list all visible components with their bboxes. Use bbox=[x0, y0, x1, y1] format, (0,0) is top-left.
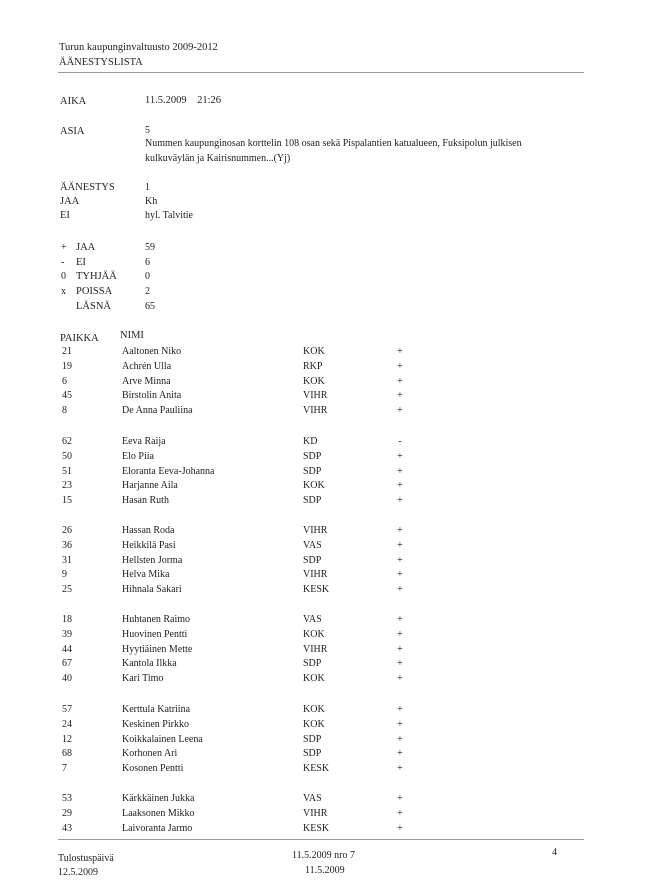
member-name: Laivoranta Jarmo bbox=[122, 823, 193, 834]
footer-center-line1: 11.5.2009 nro 7 bbox=[292, 850, 355, 861]
vote-mark: + bbox=[397, 823, 403, 834]
document-subtitle: ÄÄNESTYSLISTA bbox=[59, 57, 143, 68]
party: VIHR bbox=[303, 569, 328, 580]
total-label: EI bbox=[76, 257, 86, 268]
vote-mark: + bbox=[397, 808, 403, 819]
member-name: Achrén Ulla bbox=[122, 361, 172, 372]
total-label: POISSA bbox=[76, 286, 113, 297]
vote-mark: + bbox=[397, 614, 403, 625]
seat-number: 7 bbox=[62, 763, 67, 774]
column-header-paikka: PAIKKA bbox=[60, 333, 99, 344]
seat-number: 67 bbox=[62, 658, 72, 669]
total-value: 0 bbox=[145, 271, 150, 282]
total-value: 65 bbox=[145, 301, 155, 312]
party: KOK bbox=[303, 629, 325, 640]
party: SDP bbox=[303, 734, 322, 745]
member-name: Hyytiäinen Mette bbox=[122, 644, 193, 655]
member-name: Kari Timo bbox=[122, 673, 164, 684]
party: KOK bbox=[303, 376, 325, 387]
vote-mark: + bbox=[397, 734, 403, 745]
party: VAS bbox=[303, 614, 322, 625]
total-label: LÄSNÄ bbox=[76, 301, 112, 312]
member-name: Hasan Ruth bbox=[122, 495, 169, 506]
footer-center-line2: 11.5.2009 bbox=[305, 865, 345, 876]
vote-mark: - bbox=[398, 436, 402, 447]
vote-mark: + bbox=[397, 480, 403, 491]
party: VIHR bbox=[303, 405, 328, 416]
party: SDP bbox=[303, 451, 322, 462]
vote-mark: + bbox=[397, 555, 403, 566]
aika-label: AIKA bbox=[60, 96, 87, 107]
seat-number: 31 bbox=[62, 555, 72, 566]
member-name: Harjanne Aila bbox=[122, 480, 178, 491]
seat-number: 29 bbox=[62, 808, 72, 819]
party: KESK bbox=[303, 584, 330, 595]
vote-mark: + bbox=[397, 704, 403, 715]
seat-number: 8 bbox=[62, 405, 67, 416]
party: VAS bbox=[303, 793, 322, 804]
seat-number: 18 bbox=[62, 614, 72, 625]
seat-number: 40 bbox=[62, 673, 72, 684]
seat-number: 9 bbox=[62, 569, 67, 580]
seat-number: 21 bbox=[62, 346, 72, 357]
asia-text-line1: Nummen kaupunginosan korttelin 108 osan sekä Pispalantien katualueen, Fuksipolun julkisen bbox=[145, 138, 522, 149]
seat-number: 12 bbox=[62, 734, 72, 745]
vote-mark: + bbox=[397, 584, 403, 595]
vote-mark: + bbox=[397, 763, 403, 774]
seat-number: 53 bbox=[62, 793, 72, 804]
member-name: Huovinen Pentti bbox=[122, 629, 188, 640]
member-name: Arve Minna bbox=[122, 376, 171, 387]
party: KOK bbox=[303, 673, 325, 684]
member-name: Hihnala Sakari bbox=[122, 584, 182, 595]
vote-mark: + bbox=[397, 466, 403, 477]
aika-value: 11.5.2009 21:26 bbox=[145, 95, 222, 106]
member-name: Koikkalainen Leena bbox=[122, 734, 203, 745]
party: KESK bbox=[303, 823, 330, 834]
party: VIHR bbox=[303, 644, 328, 655]
aanestys-value: 1 bbox=[145, 182, 150, 193]
total-symbol: - bbox=[61, 257, 65, 268]
member-name: Huhtanen Raimo bbox=[122, 614, 191, 625]
party: KOK bbox=[303, 480, 325, 491]
member-name: Aaltonen Niko bbox=[122, 346, 182, 357]
member-name: Hassan Roda bbox=[122, 525, 175, 536]
vote-mark: + bbox=[397, 361, 403, 372]
vote-mark: + bbox=[397, 719, 403, 730]
member-name: Kärkkäinen Jukka bbox=[122, 793, 195, 804]
asia-label: ASIA bbox=[60, 126, 85, 137]
member-name: Kerttula Katriina bbox=[122, 704, 191, 715]
total-symbol: x bbox=[61, 286, 66, 297]
seat-number: 15 bbox=[62, 495, 72, 506]
vote-mark: + bbox=[397, 629, 403, 640]
seat-number: 39 bbox=[62, 629, 72, 640]
seat-number: 62 bbox=[62, 436, 72, 447]
member-name: Eeva Raija bbox=[122, 436, 166, 447]
seat-number: 25 bbox=[62, 584, 72, 595]
party: SDP bbox=[303, 466, 322, 477]
member-name: Kosonen Pentti bbox=[122, 763, 184, 774]
vote-mark: + bbox=[397, 495, 403, 506]
member-name: Helva Mika bbox=[122, 569, 170, 580]
vote-mark: + bbox=[397, 525, 403, 536]
document-title: Turun kaupunginvaltuusto 2009-2012 bbox=[59, 42, 218, 53]
total-value: 2 bbox=[145, 286, 150, 297]
vote-mark: + bbox=[397, 540, 403, 551]
total-symbol: 0 bbox=[61, 271, 66, 282]
asia-number: 5 bbox=[145, 125, 150, 136]
party: KOK bbox=[303, 346, 325, 357]
page-number: 4 bbox=[552, 847, 557, 858]
vote-mark: + bbox=[397, 658, 403, 669]
member-name: Korhonen Ari bbox=[122, 748, 178, 759]
member-name: Hellsten Jorma bbox=[122, 555, 183, 566]
ei-label: EI bbox=[60, 210, 70, 221]
vote-mark: + bbox=[397, 748, 403, 759]
party: SDP bbox=[303, 748, 322, 759]
party: SDP bbox=[303, 555, 322, 566]
seat-number: 26 bbox=[62, 525, 72, 536]
member-name: Birstolin Anita bbox=[122, 390, 182, 401]
asia-text-line2: kulkuväylän ja Kairisnummen...(Yj) bbox=[145, 153, 291, 164]
party: SDP bbox=[303, 495, 322, 506]
member-name: Eloranta Eeva-Johanna bbox=[122, 466, 215, 477]
party: KOK bbox=[303, 719, 325, 730]
seat-number: 43 bbox=[62, 823, 72, 834]
party: KOK bbox=[303, 704, 325, 715]
party: VIHR bbox=[303, 525, 328, 536]
footer-divider bbox=[58, 839, 584, 840]
party: RKP bbox=[303, 361, 323, 372]
party: VIHR bbox=[303, 808, 328, 819]
jaa-label: JAA bbox=[60, 196, 80, 207]
vote-mark: + bbox=[397, 405, 403, 416]
seat-number: 50 bbox=[62, 451, 72, 462]
member-name: Heikkilä Pasi bbox=[122, 540, 176, 551]
total-label: TYHJÄÄ bbox=[76, 271, 117, 282]
vote-mark: + bbox=[397, 390, 403, 401]
seat-number: 68 bbox=[62, 748, 72, 759]
vote-mark: + bbox=[397, 451, 403, 462]
party: VIHR bbox=[303, 390, 328, 401]
seat-number: 24 bbox=[62, 719, 72, 730]
total-symbol: + bbox=[61, 242, 67, 253]
print-date: 12.5.2009 bbox=[58, 867, 98, 878]
aanestys-label: ÄÄNESTYS bbox=[60, 182, 115, 193]
seat-number: 6 bbox=[62, 376, 67, 387]
seat-number: 44 bbox=[62, 644, 72, 655]
jaa-value: Kh bbox=[145, 196, 158, 207]
member-name: Elo Piia bbox=[122, 451, 154, 462]
party: KD bbox=[303, 436, 318, 447]
member-name: Kantola Ilkka bbox=[122, 658, 177, 669]
header-divider bbox=[58, 72, 584, 73]
party: KESK bbox=[303, 763, 330, 774]
seat-number: 23 bbox=[62, 480, 72, 491]
party: VAS bbox=[303, 540, 322, 551]
vote-mark: + bbox=[397, 346, 403, 357]
vote-mark: + bbox=[397, 376, 403, 387]
total-label: JAA bbox=[76, 242, 96, 253]
seat-number: 19 bbox=[62, 361, 72, 372]
seat-number: 45 bbox=[62, 390, 72, 401]
vote-mark: + bbox=[397, 793, 403, 804]
total-value: 59 bbox=[145, 242, 155, 253]
seat-number: 36 bbox=[62, 540, 72, 551]
vote-mark: + bbox=[397, 644, 403, 655]
total-value: 6 bbox=[145, 257, 150, 268]
vote-mark: + bbox=[397, 673, 403, 684]
column-header-nimi: NIMI bbox=[120, 330, 144, 341]
ei-value: hyl. Talvitie bbox=[145, 210, 193, 221]
vote-mark: + bbox=[397, 569, 403, 580]
print-date-label: Tulostuspäivä bbox=[58, 853, 114, 864]
party: SDP bbox=[303, 658, 322, 669]
member-name: De Anna Pauliina bbox=[122, 405, 193, 416]
member-name: Keskinen Pirkko bbox=[122, 719, 189, 730]
seat-number: 57 bbox=[62, 704, 72, 715]
seat-number: 51 bbox=[62, 466, 72, 477]
member-name: Laaksonen Mikko bbox=[122, 808, 195, 819]
